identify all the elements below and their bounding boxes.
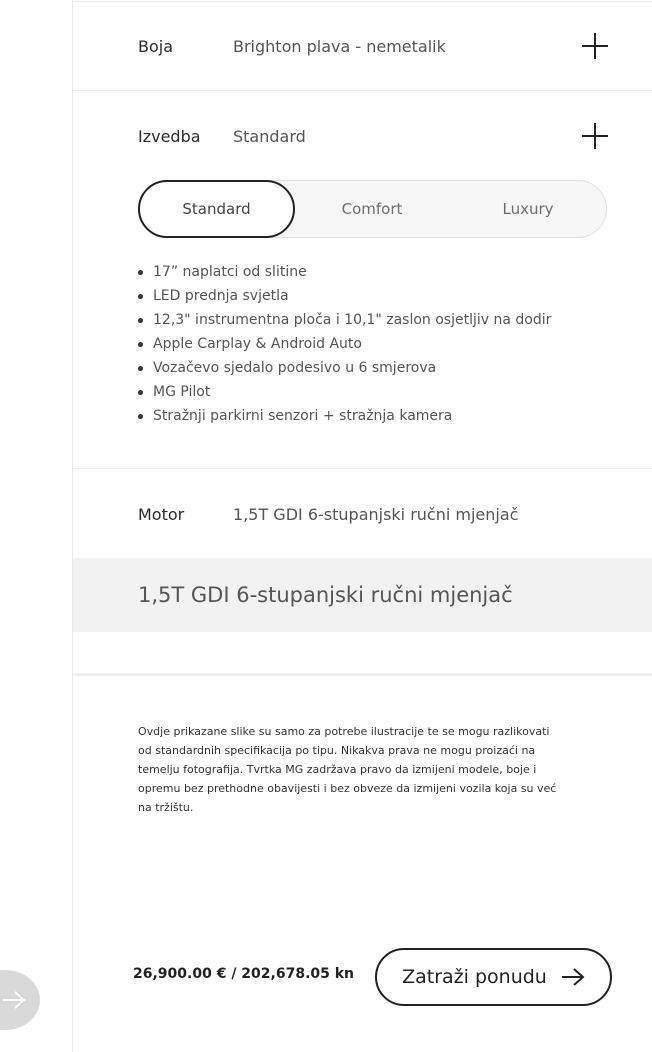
motor-option-label: 1,5T GDI 6-stupanjski ručni mjenjač xyxy=(138,583,513,607)
trim-label: Izvedba xyxy=(138,126,201,146)
color-value: Brighton plava - nemetalik xyxy=(233,36,446,56)
divider xyxy=(73,1,652,2)
list-item: Vozačevo sjedalo podesivo u 6 smjerova xyxy=(153,358,551,382)
motor-row[interactable] xyxy=(73,488,652,540)
color-row[interactable] xyxy=(73,20,652,72)
list-item: Stražnji parkirni senzori + stražnja kamera xyxy=(153,406,551,430)
disclaimer-text: Ovdje prikazane slike su samo za potrebe ilustracije te se mogu razlikovati od standardnih specifikacija po tipu. Nikakva prava ne mogu proizaći na temelju fotografija. Tvrtka MG zadržava pravo da izmijeni modele, boje i opremu bez prethodne obavijesti i bez obveze da izmijeni vozila koja su već na tržištu. xyxy=(138,725,557,814)
arrow-right-icon xyxy=(561,967,585,987)
request-quote-button[interactable] xyxy=(375,948,612,1006)
price-text: 26,900.00 € / 202,678.05 kn xyxy=(133,966,355,982)
divider xyxy=(73,90,652,91)
trim-selector xyxy=(138,180,607,238)
list-item: Apple Carplay & Android Auto xyxy=(153,334,551,358)
arrow-right-icon xyxy=(2,990,26,1010)
trim-row[interactable] xyxy=(73,110,652,162)
plus-icon[interactable] xyxy=(582,123,608,149)
left-rail xyxy=(0,0,73,1052)
trim-option-standard[interactable]: Standard xyxy=(138,180,295,238)
config-panel xyxy=(73,0,652,1052)
trim-option-luxury[interactable]: Luxury xyxy=(502,200,554,218)
plus-icon[interactable] xyxy=(582,33,608,59)
list-item: 12,3" instrumentna ploča i 10,1" zaslon osjetljiv na dodir xyxy=(153,310,551,334)
trim-option-comfort[interactable]: Comfort xyxy=(341,200,403,218)
divider xyxy=(73,468,652,469)
motor-option[interactable] xyxy=(73,558,652,632)
divider xyxy=(73,673,652,676)
motor-label: Motor xyxy=(138,504,185,524)
feature-list xyxy=(138,262,551,430)
request-quote-label: Zatraži ponudu xyxy=(402,966,547,988)
motor-value: 1,5T GDI 6-stupanjski ručni mjenjač xyxy=(233,504,519,524)
list-item: LED prednja svjetla xyxy=(153,286,551,310)
trim-value: Standard xyxy=(233,126,306,146)
list-item: MG Pilot xyxy=(153,382,551,406)
color-label: Boja xyxy=(138,36,174,56)
list-item: 17” naplatci od slitine xyxy=(153,262,551,286)
